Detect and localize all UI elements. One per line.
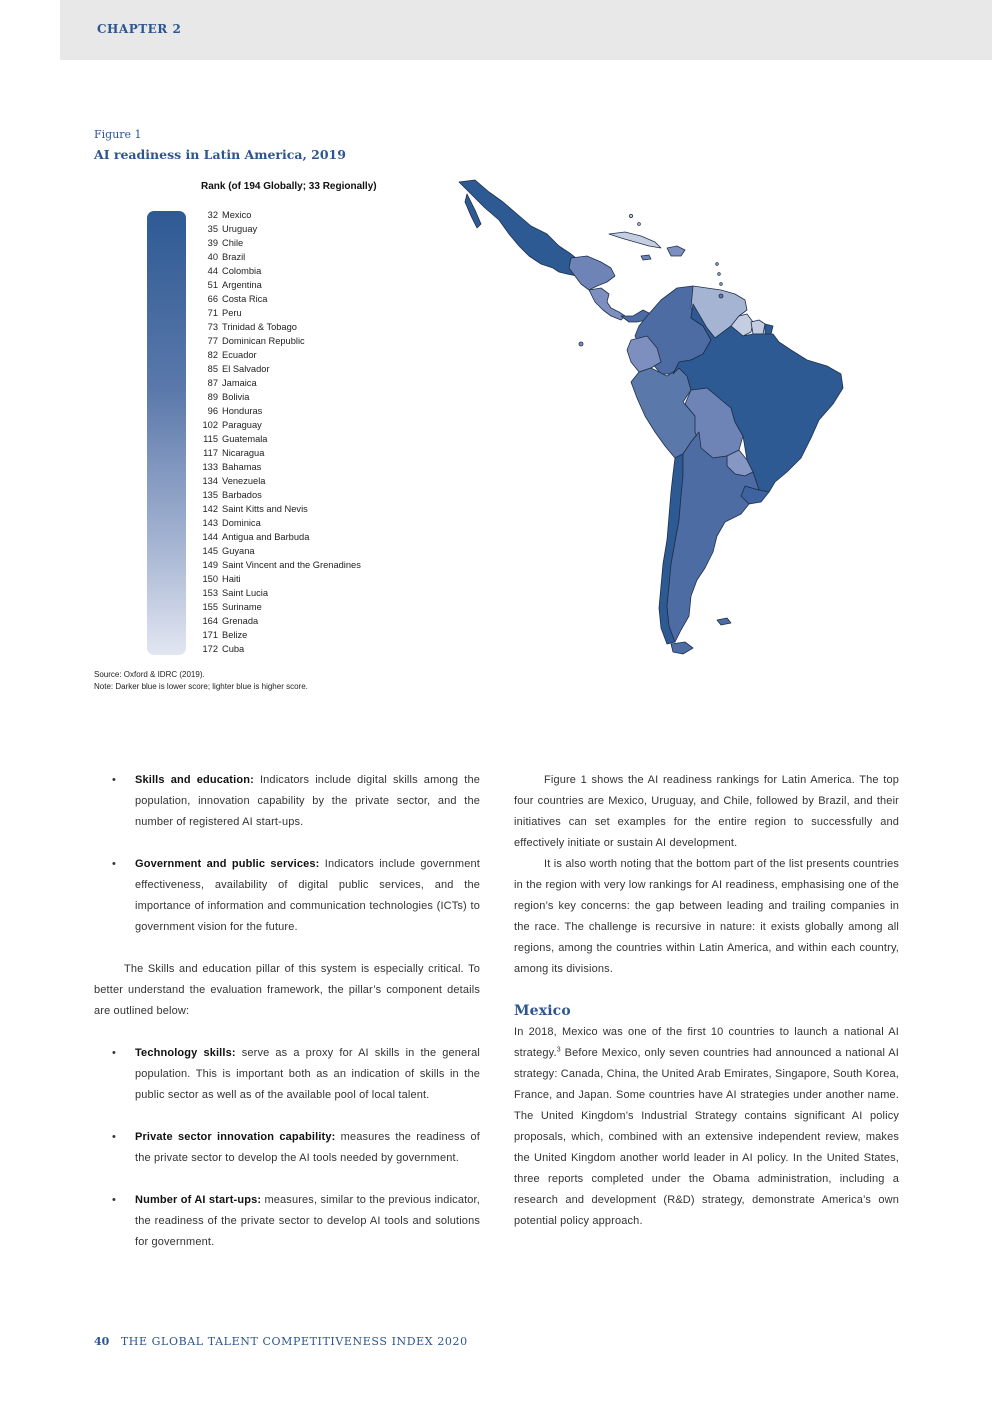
bullet-text: measures the readiness of the private sector to develop the AI tools needed by government. bbox=[135, 1131, 480, 1164]
rank-number: 77 bbox=[207, 336, 218, 346]
rank-row bbox=[196, 544, 361, 558]
body-paragraph bbox=[514, 1022, 899, 1232]
rank-number: 172 bbox=[202, 644, 218, 654]
rank-number: 51 bbox=[207, 280, 218, 290]
rank-country: Saint Vincent and the Grenadines bbox=[222, 560, 361, 570]
rank-country: Barbados bbox=[222, 490, 262, 500]
rank-row bbox=[196, 306, 361, 320]
rank-row bbox=[196, 362, 361, 376]
rank-number: 89 bbox=[207, 392, 218, 402]
bullet-text: measures, similar to the previous indicator, the readiness of the private sector to develop AI tools and solutions for government. bbox=[135, 1194, 480, 1248]
color-scale-bar bbox=[147, 211, 186, 655]
rank-country: Chile bbox=[222, 238, 244, 248]
rank-row bbox=[196, 600, 361, 614]
rank-row bbox=[196, 432, 361, 446]
bullet-text: Indicators include digital skills among the population, innovation capability by the private sector, and the number of registered AI start-ups. bbox=[135, 774, 480, 828]
page-number: 40 bbox=[94, 1335, 110, 1348]
rank-row bbox=[196, 446, 361, 460]
rank-row bbox=[196, 530, 361, 544]
bullet-item: • Skills and education: Indicators include digital skills among the population, innovation capability by the private sector, and the number of registered AI start-ups. bbox=[112, 774, 480, 828]
rank-country: Uruguay bbox=[222, 224, 258, 234]
rank-country: Costa Rica bbox=[222, 294, 268, 304]
rank-number: 96 bbox=[207, 406, 218, 416]
rank-number: 66 bbox=[207, 294, 218, 304]
rank-number: 144 bbox=[202, 532, 218, 542]
bullet-term: Technology skills: bbox=[135, 1047, 236, 1059]
rank-row bbox=[196, 334, 361, 348]
bullet-text: Indicators include government effectiveness, availability of digital public services, and the importance of information and communication technologies (ICTs) to government vision for the future. bbox=[135, 858, 480, 933]
rank-row bbox=[196, 236, 361, 250]
rank-row bbox=[196, 418, 361, 432]
left-column bbox=[94, 770, 480, 1274]
map-region-lesser-antilles-1 bbox=[716, 263, 719, 266]
rank-row bbox=[196, 614, 361, 628]
rank-number: 85 bbox=[207, 364, 218, 374]
note-text: Note: Darker blue is lower score; lighter blue is higher score. bbox=[94, 682, 308, 691]
rank-row bbox=[196, 516, 361, 530]
page-footer bbox=[94, 1335, 468, 1348]
rank-row bbox=[196, 376, 361, 390]
rank-number: 142 bbox=[202, 504, 218, 514]
rank-country: Dominica bbox=[222, 518, 261, 528]
body-paragraph: Figure 1 shows the AI readiness rankings for Latin America. The top four countries are Mexico, Uruguay, and Chile, followed by Brazil, and their initiatives can set examples for the entire region to successfully and effectively initiate or sustain AI development. bbox=[514, 774, 899, 849]
rank-row bbox=[196, 348, 361, 362]
rank-number: 145 bbox=[202, 546, 218, 556]
rank-row bbox=[196, 558, 361, 572]
rank-row bbox=[196, 642, 361, 656]
rank-number: 87 bbox=[207, 378, 218, 388]
rank-country: El Salvador bbox=[222, 364, 270, 374]
map-region-bahamas-2 bbox=[638, 223, 641, 226]
rank-row bbox=[196, 320, 361, 334]
bullet-text: serve as a proxy for AI skills in the general population. This is important both as an indication of skills in the public sector as well as of the available pool of local talent. bbox=[135, 1047, 480, 1101]
rank-number: 115 bbox=[203, 434, 218, 444]
bullet-term: Government and public services: bbox=[135, 858, 320, 870]
rank-number: 171 bbox=[202, 630, 218, 640]
bullet-item: • Private sector innovation capability: measures the readiness of the private sector to develop the AI tools needed by government. bbox=[112, 1131, 480, 1164]
rank-country: Jamaica bbox=[222, 378, 257, 388]
source-note bbox=[94, 669, 308, 693]
rank-number: 134 bbox=[202, 476, 218, 486]
bullet-term: Skills and education: bbox=[135, 774, 254, 786]
map-region-tierra-del-fuego bbox=[671, 642, 693, 654]
rank-number: 40 bbox=[207, 252, 218, 262]
rank-country: Haiti bbox=[222, 574, 241, 584]
rank-row bbox=[196, 488, 361, 502]
map-region-jamaica bbox=[641, 255, 651, 260]
map-region-trinidad bbox=[719, 294, 723, 298]
rank-row bbox=[196, 628, 361, 642]
rank-number: 149 bbox=[202, 560, 218, 570]
rank-number: 73 bbox=[207, 322, 218, 332]
rank-row bbox=[196, 278, 361, 292]
rank-number: 35 bbox=[207, 224, 218, 234]
rank-country: Nicaragua bbox=[222, 448, 265, 458]
rank-number: 155 bbox=[202, 602, 218, 612]
rank-list bbox=[196, 208, 361, 656]
rank-number: 133 bbox=[202, 462, 218, 472]
bullet-term: Private sector innovation capability: bbox=[135, 1131, 336, 1143]
rank-row bbox=[196, 390, 361, 404]
chapter-label: CHAPTER 2 bbox=[97, 22, 182, 36]
map-region-falklands bbox=[717, 618, 731, 625]
rank-number: 44 bbox=[207, 266, 218, 276]
rank-country: Colombia bbox=[222, 266, 262, 276]
rank-number: 32 bbox=[207, 210, 218, 220]
rank-row bbox=[196, 404, 361, 418]
rank-country: Honduras bbox=[222, 406, 263, 416]
latin-america-map bbox=[455, 176, 850, 660]
rank-row bbox=[196, 264, 361, 278]
rank-country: Saint Kitts and Nevis bbox=[222, 504, 308, 514]
map-region-nicaragua-costa-rica bbox=[589, 288, 625, 320]
rank-row bbox=[196, 250, 361, 264]
rank-row bbox=[196, 208, 361, 222]
rank-row bbox=[196, 502, 361, 516]
rank-row bbox=[196, 292, 361, 306]
rank-number: 71 bbox=[207, 308, 218, 318]
rank-country: Ecuador bbox=[222, 350, 257, 360]
figure-label: Figure 1 bbox=[94, 128, 142, 141]
publication-title: THE GLOBAL TALENT COMPETITIVENESS INDEX 2020 bbox=[120, 1335, 468, 1348]
bullet-item: • Technology skills: serve as a proxy for AI skills in the general population. This is important both as an indication of skills in the public sector as well as of the available pool of local talent. bbox=[112, 1047, 480, 1101]
rank-number: 117 bbox=[203, 448, 218, 458]
figure-title: AI readiness in Latin America, 2019 bbox=[94, 147, 346, 162]
rank-number: 82 bbox=[207, 350, 218, 360]
rank-country: Trinidad & Tobago bbox=[222, 322, 297, 332]
rank-row bbox=[196, 474, 361, 488]
rank-header: Rank (of 194 Globally; 33 Regionally) bbox=[201, 181, 377, 192]
rank-country: Brazil bbox=[222, 252, 246, 262]
map-region-french-guiana bbox=[765, 324, 773, 334]
body-paragraph: It is also worth noting that the bottom part of the list presents countries in the region with very low rankings for AI readiness, emphasising one of the region’s key concerns: the gap between leading and trailing companies in the race. The challenge is recursive in nature: it exists globally among all regions, among the countries within Latin America, and within each country, among its divisions. bbox=[514, 858, 899, 975]
rank-row bbox=[196, 586, 361, 600]
map-region-lesser-antilles-3 bbox=[720, 283, 723, 286]
map-region-central-america bbox=[569, 256, 615, 290]
bullet-term: Number of AI start-ups: bbox=[135, 1194, 262, 1206]
rank-number: 150 bbox=[202, 574, 218, 584]
map-region-suriname bbox=[751, 320, 765, 334]
rank-number: 164 bbox=[202, 616, 218, 626]
rank-country: Grenada bbox=[222, 616, 259, 626]
map-region-bahamas bbox=[629, 214, 632, 217]
rank-country: Argentina bbox=[222, 280, 262, 290]
rank-country: Bolivia bbox=[222, 392, 250, 402]
bullet-item: • Number of AI start-ups: measures, similar to the previous indicator, the readiness of the private sector to develop AI tools and solutions for government. bbox=[112, 1194, 480, 1248]
rank-row bbox=[196, 572, 361, 586]
map-region-galapagos bbox=[579, 342, 583, 346]
map-region-cuba bbox=[609, 232, 661, 248]
rank-country: Venezuela bbox=[222, 476, 266, 486]
section-heading-mexico: Mexico bbox=[514, 1003, 571, 1019]
rank-number: 39 bbox=[207, 238, 218, 248]
rank-country: Suriname bbox=[222, 602, 262, 612]
rank-country: Mexico bbox=[222, 210, 252, 220]
paragraph-part: In 2018, Mexico was one of the first 10 countries to launch a national AI strategy. bbox=[514, 1026, 899, 1059]
rank-country: Paraguay bbox=[222, 420, 262, 430]
rank-row bbox=[196, 222, 361, 236]
rank-country: Cuba bbox=[222, 644, 245, 654]
rank-country: Peru bbox=[222, 308, 242, 318]
rank-country: Guyana bbox=[222, 546, 255, 556]
body-paragraph: The Skills and education pillar of this system is especially critical. To better understand the evaluation framework, the pillar’s component details are outlined below: bbox=[94, 963, 480, 1017]
rank-number: 143 bbox=[202, 518, 218, 528]
rank-number: 153 bbox=[202, 588, 218, 598]
map-region-hispaniola bbox=[667, 246, 685, 256]
rank-number: 135 bbox=[202, 490, 218, 500]
rank-country: Dominican Republic bbox=[222, 336, 305, 346]
map-region-lesser-antilles-2 bbox=[718, 273, 721, 276]
rank-country: Saint Lucia bbox=[222, 588, 268, 598]
rank-number: 102 bbox=[202, 420, 218, 430]
rank-row bbox=[196, 460, 361, 474]
rank-country: Guatemala bbox=[222, 434, 268, 444]
footnote-ref[interactable]: 3 bbox=[556, 1046, 561, 1054]
paragraph-part: Before Mexico, only seven countries had announced a national AI strategy: Canada, China, the United Arab Emirates, Singapore, South Korea, France, and Japan. Some countries have AI strategies under another name. The United Kingdom’s Industrial Strategy contains significant AI policy proposals, which, combined with an extensive independent review, makes the United Kingdom another world leader in AI policy. In the United States, three reports completed under the Obama administration, including a research and development (R&D) strategy, demonstrate America’s own potential policy approach. bbox=[514, 1047, 899, 1227]
source-text: Source: Oxford & IDRC (2019). bbox=[94, 670, 205, 679]
rank-country: Bahamas bbox=[222, 462, 262, 472]
rank-country: Antigua and Barbuda bbox=[222, 532, 310, 542]
bullet-item: • Government and public services: Indicators include government effectiveness, availability of digital public services, and the importance of information and communication technologies (ICTs) to government vision for the future. bbox=[112, 858, 480, 933]
header-band bbox=[60, 0, 992, 60]
right-column bbox=[514, 770, 899, 1232]
map-region-mexico bbox=[459, 180, 585, 276]
rank-country: Belize bbox=[222, 630, 248, 640]
